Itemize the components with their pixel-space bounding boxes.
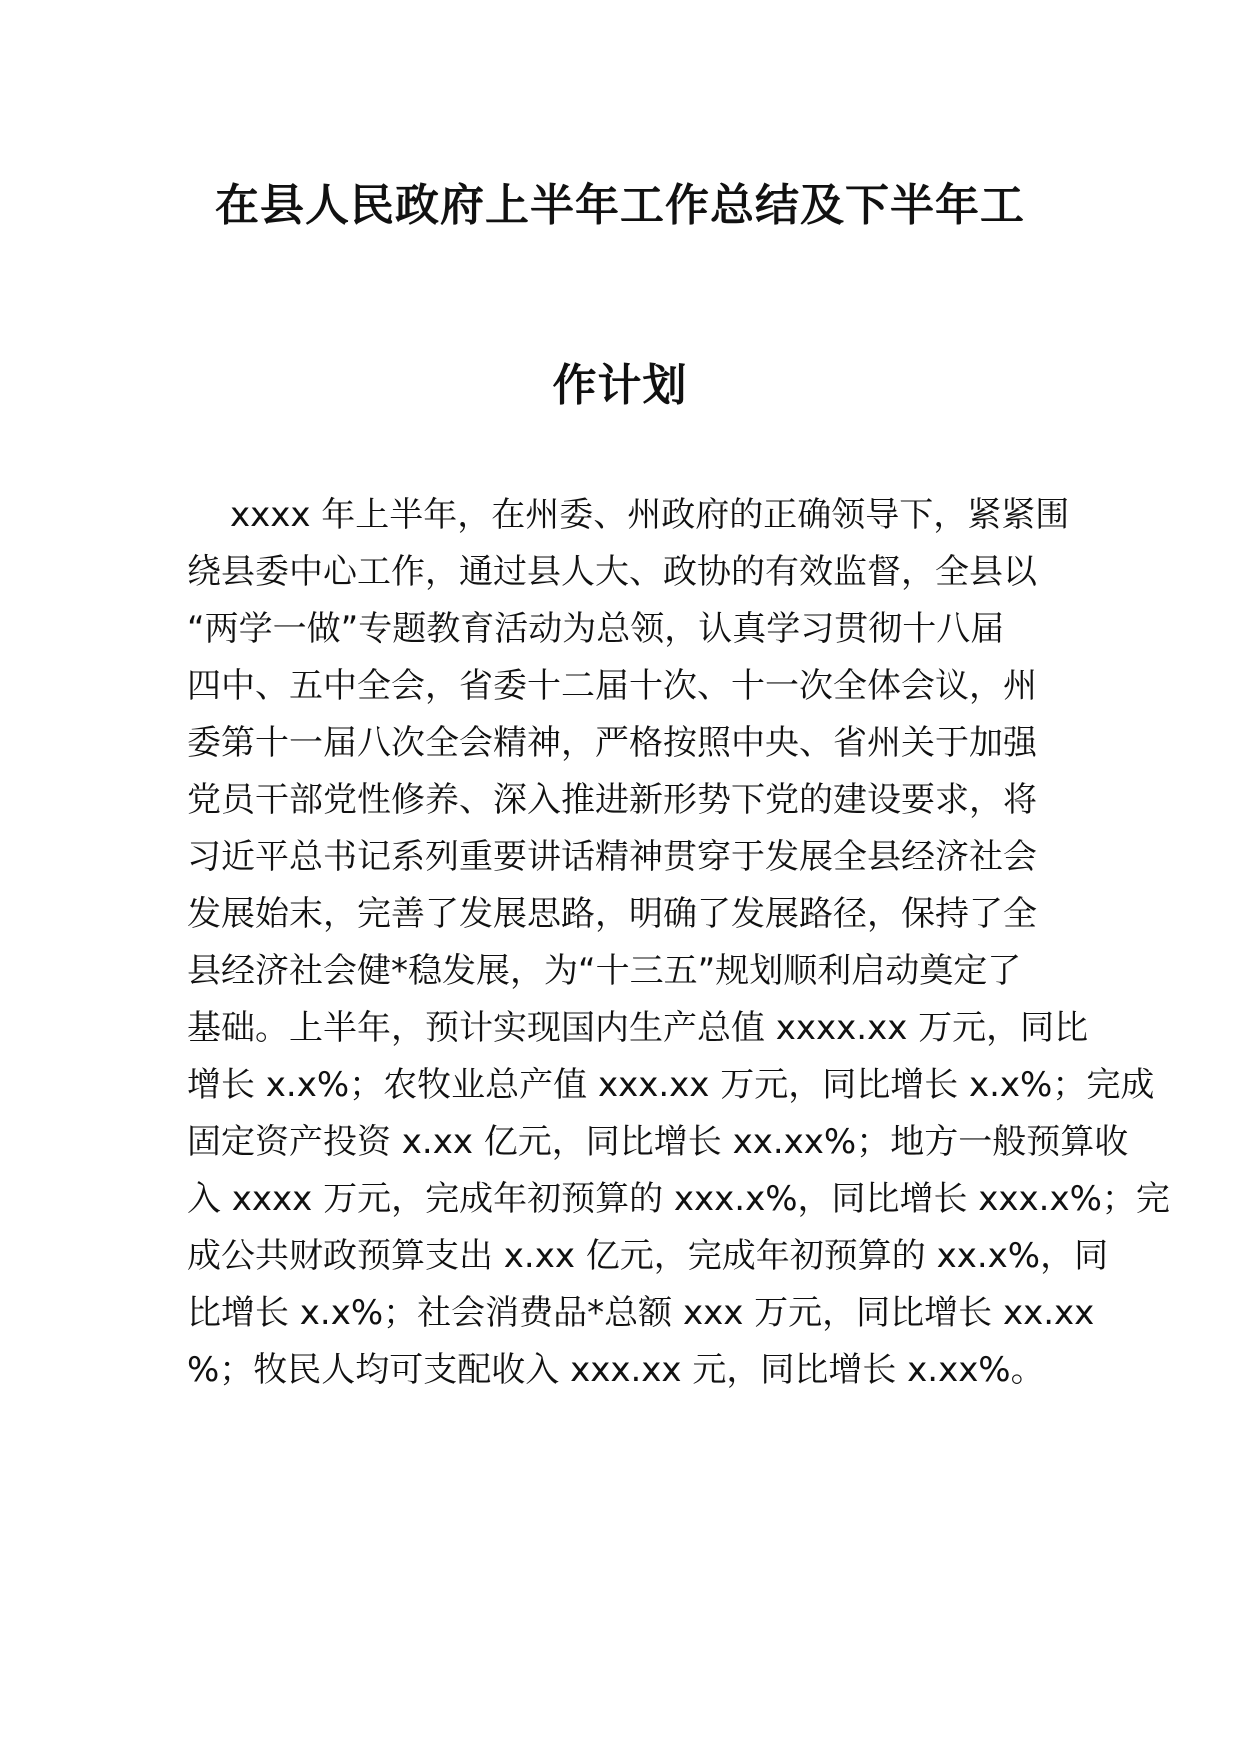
document-title-line-2: 作计划 bbox=[552, 360, 688, 411]
body-line-1: xxxx 年上半年，在州委、州政府的正确领导下，紧紧围 bbox=[230, 495, 1070, 535]
body-line-11: 增长 x.x%；农牧业总产值 xxx.xx 万元，同比增长 x.x%；完成 bbox=[187, 1065, 1155, 1105]
body-line-15: 比增长 x.x%；社会消费品*总额 xxx 万元，同比增长 xx.xx bbox=[187, 1293, 1095, 1333]
body-line-3: “两学一做”专题教育活动为总领，认真学习贯彻十八届 bbox=[187, 609, 1005, 649]
body-line-12: 固定资产投资 x.xx 亿元，同比增长 xx.xx%；地方一般预算收 bbox=[187, 1122, 1129, 1162]
body-line-10: 基础。上半年，预计实现国内生产总值 xxxx.xx 万元，同比 bbox=[187, 1008, 1089, 1048]
body-line-6: 党员干部党性修养、深入推进新形势下党的建设要求，将 bbox=[187, 780, 1037, 820]
body-line-5: 委第十一届八次全会精神，严格按照中央、省州关于加强 bbox=[187, 723, 1037, 763]
body-line-4: 四中、五中全会，省委十二届十次、十一次全体会议，州 bbox=[187, 666, 1037, 706]
body-line-2: 绕县委中心工作，通过县人大、政协的有效监督，全县以 bbox=[187, 552, 1037, 592]
body-line-8: 发展始末，完善了发展思路，明确了发展路径，保持了全 bbox=[187, 894, 1037, 934]
body-line-7: 习近平总书记系列重要讲话精神贯穿于发展全县经济社会 bbox=[187, 837, 1037, 877]
body-line-14: 成公共财政预算支出 x.xx 亿元，完成年初预算的 xx.x%，同 bbox=[187, 1236, 1109, 1276]
body-line-13: 入 xxxx 万元，完成年初预算的 xxx.x%，同比增长 xxx.x%；完 bbox=[187, 1179, 1170, 1219]
document-title-line-1: 在县人民政府上半年工作总结及下半年工 bbox=[215, 180, 1025, 231]
body-line-9: 县经济社会健*稳发展，为“十三五”规划顺利启动奠定了 bbox=[187, 951, 1022, 991]
body-line-16: %；牧民人均可支配收入 xxx.xx 元，同比增长 x.xx%。 bbox=[187, 1350, 1045, 1390]
